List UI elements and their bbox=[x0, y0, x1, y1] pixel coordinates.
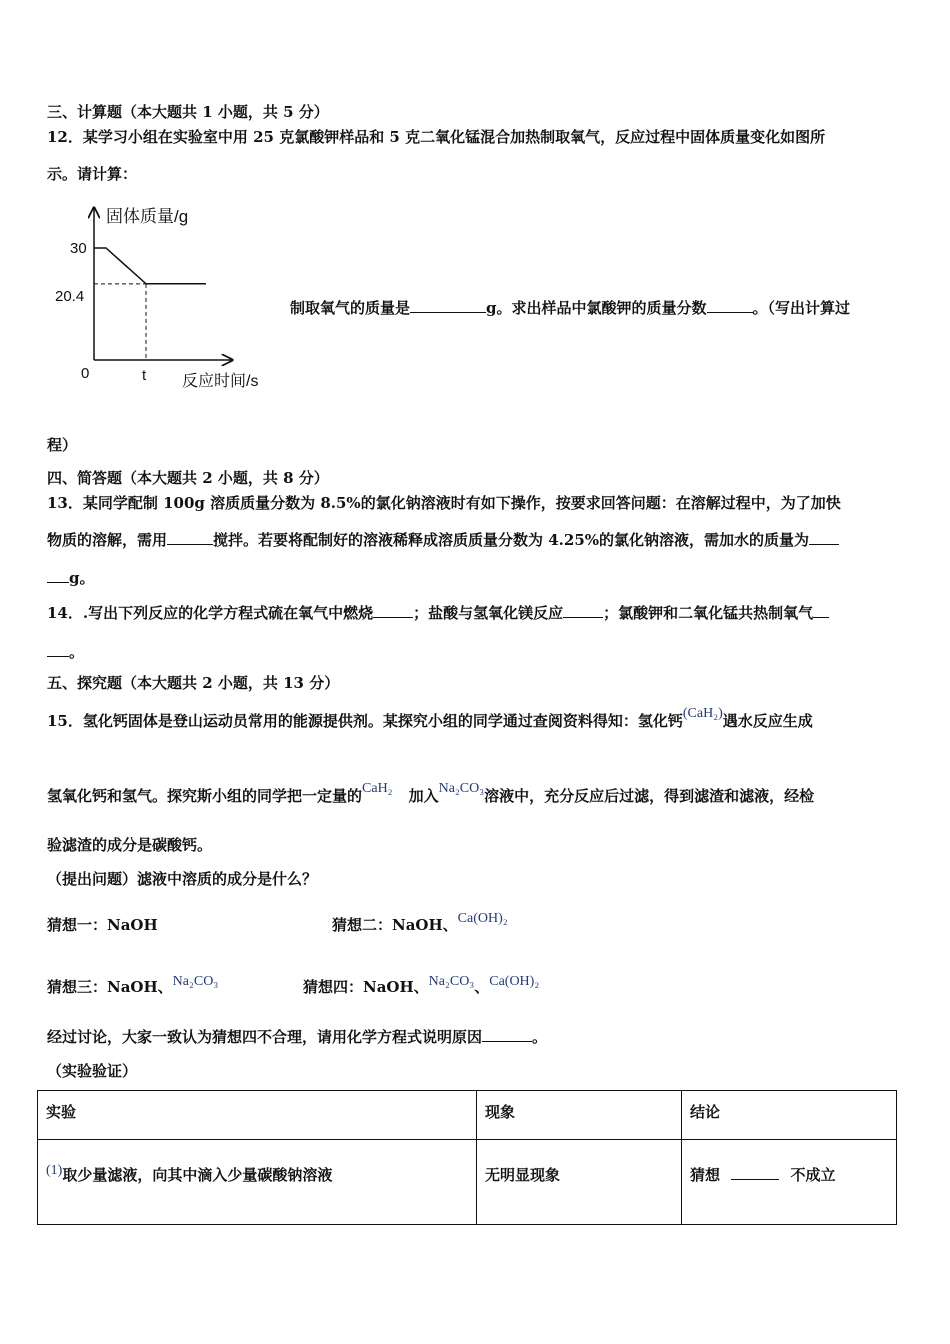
q15-line1a: 15．氢化钙固体是登山运动员常用的能源提供剂。某探究小组的同学通过查阅资料得知：氢化钙 bbox=[47, 712, 683, 730]
q12-line1: 12．某学习小组在实验室中用 25 克氯酸钾样品和 5 克二氧化锰混合加热制取氧气，反应过程中固体质量变化如图所 bbox=[47, 128, 826, 146]
question-raise: （提出问题）滤液中溶质的成分是什么？ bbox=[47, 870, 318, 888]
q13-line2 bbox=[47, 530, 839, 550]
section5-heading: 五、探究题（本大题共 2 小题，共 13 分） bbox=[47, 674, 340, 692]
q15-line2a: 氢氧化钙和氢气。探究斯小组的同学把一定量的 bbox=[47, 787, 363, 805]
guess-3-text: 猜想三：NaOH、 bbox=[47, 978, 173, 996]
conclusion-text-b: 不成立 bbox=[790, 1166, 836, 1184]
water-mass-blank[interactable] bbox=[809, 544, 839, 545]
q14-text-b: ；盐酸与氢氧化镁反应 bbox=[413, 604, 564, 622]
q13-line3-text: g。 bbox=[69, 569, 95, 587]
formula-cah2-paren: (CaH₂) bbox=[682, 706, 723, 721]
mass-fraction-blank[interactable] bbox=[707, 312, 753, 313]
q12-line4: 程） bbox=[47, 436, 78, 454]
formula-caoh2-g2: Ca(OH)₂ bbox=[457, 911, 508, 926]
x-axis-label: 反应时间/s bbox=[182, 373, 259, 390]
verify-heading: （实验验证） bbox=[47, 1062, 138, 1080]
header-experiment: 实验 bbox=[38, 1091, 477, 1140]
guess-4-sep: 、 bbox=[474, 978, 490, 996]
guess-number-blank[interactable] bbox=[731, 1179, 779, 1180]
q14-line2-text: 。 bbox=[69, 643, 85, 661]
cell-conclusion bbox=[682, 1140, 897, 1225]
x-tick-0: 0 bbox=[81, 365, 90, 382]
stir-tool-blank[interactable] bbox=[167, 544, 213, 545]
kclo3-equation-blank[interactable] bbox=[813, 617, 829, 618]
guess-4-text: 猜想四：NaOH、 bbox=[303, 978, 429, 996]
q14-line2 bbox=[47, 642, 84, 662]
q13-line2b: 搅拌。若要将配制好的溶液稀释成溶质质量分数为 4.25%的氯化钠溶液，需加水的质量为 bbox=[213, 531, 810, 549]
section4-heading: 四、简答题（本大题共 2 小题，共 8 分） bbox=[47, 469, 329, 487]
sulfur-equation-blank[interactable] bbox=[373, 617, 413, 618]
q15-line2b: 加入 bbox=[408, 787, 439, 805]
guess-2-text: 猜想二：NaOH、 bbox=[332, 916, 458, 934]
q13-line2a: 物质的溶解，需用 bbox=[47, 531, 168, 549]
guess-4 bbox=[303, 974, 540, 999]
q12-line2: 示。请计算： bbox=[47, 165, 138, 183]
formula-na2co3: Na₂CO₃ bbox=[438, 781, 485, 796]
q12-text-a: 制取氧气的质量是 bbox=[290, 299, 411, 317]
table-row bbox=[38, 1140, 897, 1225]
mass-time-chart bbox=[50, 200, 290, 400]
formula-na2co3-g3: Na₂CO₃ bbox=[172, 974, 219, 989]
y-tick-30: 30 bbox=[70, 240, 87, 257]
formula-caoh2-g4: Ca(OH)₂ bbox=[489, 974, 540, 989]
oxygen-mass-blank[interactable] bbox=[410, 312, 486, 313]
y-axis-label: 固体质量/g bbox=[106, 207, 189, 226]
discussion-text: 经过讨论，大家一致认为猜想四不合理，请用化学方程式说明原因 bbox=[47, 1028, 483, 1046]
q14-text-c: ；氯酸钾和二氧化锰共热制氧气 bbox=[603, 604, 814, 622]
guess-3 bbox=[47, 974, 219, 999]
header-conclusion: 结论 bbox=[682, 1091, 897, 1140]
conclusion-text-a: 猜想 bbox=[690, 1166, 721, 1184]
cell-experiment bbox=[38, 1140, 477, 1225]
header-phenomenon: 现象 bbox=[477, 1091, 682, 1140]
q15-line1b: 遇水反应生成 bbox=[722, 712, 813, 730]
step-number: (1) bbox=[46, 1163, 63, 1178]
section3-heading: 三、计算题（本大题共 1 小题，共 5 分） bbox=[47, 103, 329, 121]
water-mass-blank-cont[interactable] bbox=[47, 582, 69, 583]
table-header-row bbox=[38, 1091, 897, 1140]
formula-cah2: CaH₂ bbox=[362, 781, 393, 796]
reason-equation-blank[interactable] bbox=[482, 1041, 532, 1042]
q12-text-c: 。（写出计算过 bbox=[752, 299, 851, 317]
formula-na2co3-g4: Na₂CO₃ bbox=[428, 974, 475, 989]
q13-line3 bbox=[47, 568, 95, 588]
cell-phenomenon: 无明显现象 bbox=[477, 1140, 682, 1225]
discussion bbox=[47, 1027, 547, 1047]
q14-text-a: 14．.写出下列反应的化学方程式硫在氧气中燃烧 bbox=[47, 604, 374, 622]
q15-line2c: 溶液中，充分反应后过滤，得到滤渣和滤液，经检 bbox=[484, 787, 815, 805]
y-tick-20-4: 20.4 bbox=[55, 288, 85, 305]
cell-experiment-text: 取少量滤液，向其中滴入少量碳酸钠溶液 bbox=[62, 1166, 333, 1184]
experiment-table bbox=[37, 1090, 897, 1225]
q14-line1 bbox=[47, 603, 829, 623]
q13-line1: 13．某同学配制 100g 溶质质量分数为 8.5%的氯化钠溶液时有如下操作，按要求回答问题：在溶解过程中，为了加快 bbox=[47, 494, 841, 512]
mass-series-line bbox=[94, 248, 206, 284]
q15-line3: 验滤渣的成分是碳酸钙。 bbox=[47, 836, 213, 854]
discussion-period: 。 bbox=[532, 1028, 548, 1046]
x-tick-t: t bbox=[142, 367, 147, 384]
q15-line2 bbox=[47, 781, 815, 808]
hcl-equation-blank[interactable] bbox=[563, 617, 603, 618]
guess-1: 猜想一：NaOH bbox=[47, 916, 158, 934]
q15-line1 bbox=[47, 706, 813, 733]
q12-text-b: g。求出样品中氯酸钾的质量分数 bbox=[486, 299, 707, 317]
guess-2 bbox=[332, 911, 508, 937]
kclo3-equation-blank-cont[interactable] bbox=[47, 656, 69, 657]
q12-line3 bbox=[290, 298, 850, 318]
